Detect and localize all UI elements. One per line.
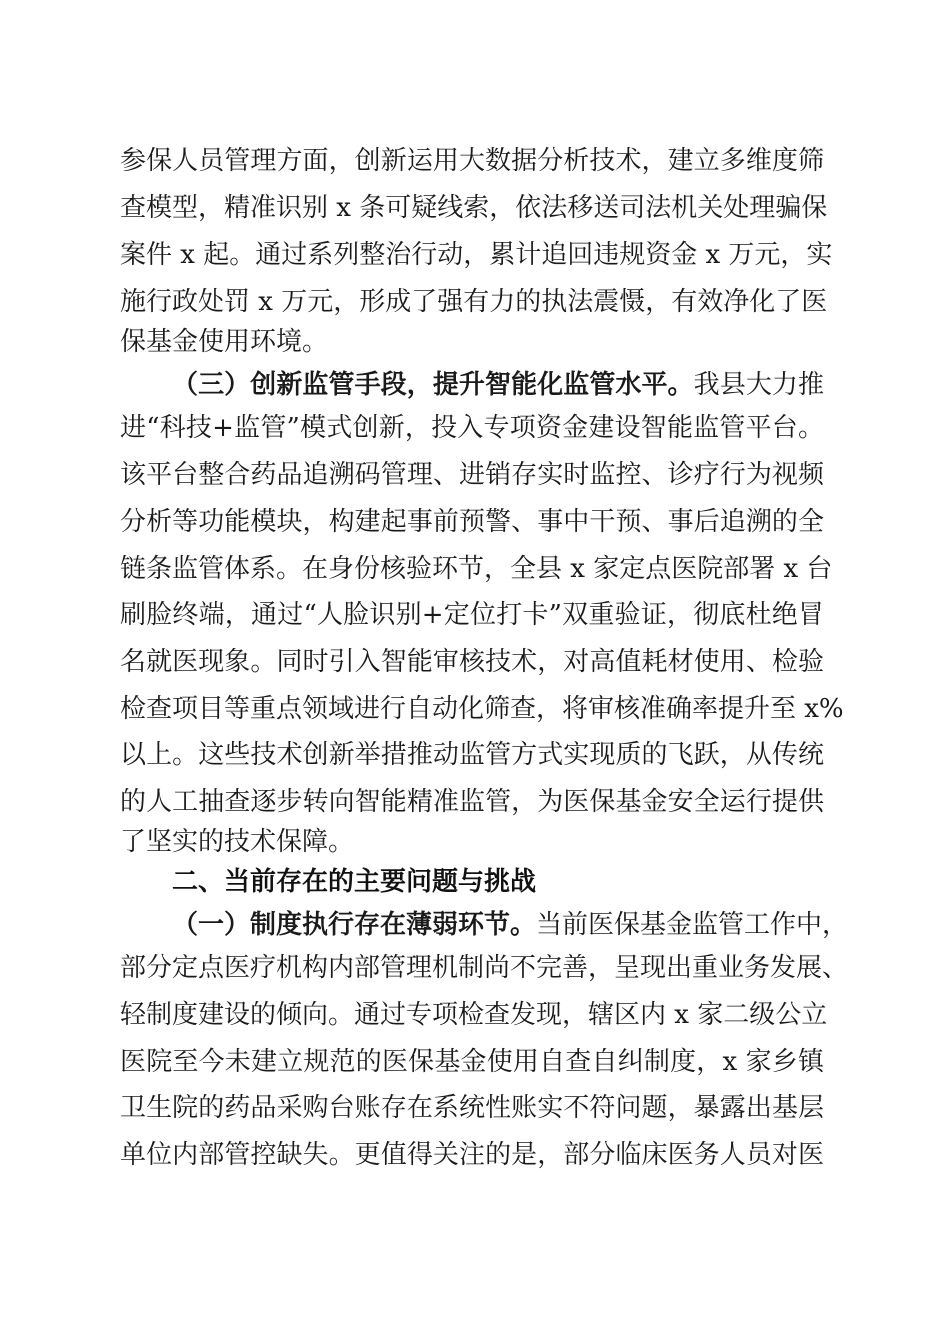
paragraph1-line-2: 查模型，精准识别 x 条可疑线索，依法移送司法机关处理骗保 bbox=[120, 193, 828, 223]
paragraph3-first-line bbox=[172, 910, 849, 940]
paragraph1-line-4: 施行政处罚 x 万元，形成了强有力的执法震慑，有效净化了医 bbox=[120, 287, 828, 317]
paragraph2-line-9: 以上。这些技术创新举措推动监管方式实现质的飞跃，从传统 bbox=[120, 740, 824, 770]
paragraph3-line-5: 卫生院的药品采购台账存在系统性账实不符问题，暴露出基层 bbox=[120, 1093, 824, 1123]
paragraph2-line-11: 了坚实的技术保障。 bbox=[120, 827, 355, 857]
paragraph3-line-2: 部分定点医疗机构内部管理机制尚不完善，呈现出重业务发展、 bbox=[120, 953, 849, 983]
paragraph2-lead-bold: （三）创新监管手段，提升智能化监管水平。 bbox=[172, 370, 694, 400]
paragraph3-line-4: 医院至今未建立规范的医保基金使用自查自纠制度，x 家乡镇 bbox=[120, 1047, 824, 1077]
paragraph2-line-2: 进“科技+监管”模式创新，投入专项资金建设智能监管平台。 bbox=[120, 413, 824, 443]
paragraph1-line-1: 参保人员管理方面，创新运用大数据分析技术，建立多维度筛 bbox=[120, 146, 824, 176]
section-heading: 二、当前存在的主要问题与挑战 bbox=[172, 867, 537, 897]
paragraph2-line-5: 链条监管体系。在身份核验环节，全县 x 家定点医院部署 x 台 bbox=[120, 554, 833, 584]
paragraph3-lead-bold: （一）制度执行存在薄弱环节。 bbox=[172, 910, 537, 940]
paragraph2-line-3: 该平台整合药品追溯码管理、进销存实时监控、诊疗行为视频 bbox=[120, 460, 824, 490]
paragraph2-line-4: 分析等功能模块，构建起事前预警、事中干预、事后追溯的全 bbox=[120, 507, 824, 537]
paragraph2-line-6: 刷脸终端，通过“人脸识别+定位打卡”双重验证，彻底杜绝冒 bbox=[120, 600, 824, 630]
paragraph1-line-5: 保基金使用环境。 bbox=[120, 327, 329, 357]
paragraph2-line-8: 检查项目等重点领域进行自动化筛查，将审核准确率提升至 x% bbox=[120, 694, 844, 724]
paragraph2-lead-rest: 我县大力推 bbox=[693, 370, 824, 400]
paragraph2-first-line bbox=[172, 370, 824, 400]
paragraph2-line-10: 的人工抽查逐步转向智能精准监管，为医保基金安全运行提供 bbox=[120, 787, 824, 817]
paragraph3-line-3: 轻制度建设的倾向。通过专项检查发现，辖区内 x 家二级公立 bbox=[120, 1000, 828, 1030]
paragraph2-line-7: 名就医现象。同时引入智能审核技术，对高值耗材使用、检验 bbox=[120, 647, 824, 677]
paragraph1-line-3: 案件 x 起。通过系列整治行动，累计追回违规资金 x 万元，实 bbox=[120, 240, 833, 270]
paragraph3-lead-rest: 当前医保基金监管工作中， bbox=[536, 910, 849, 940]
paragraph3-line-6: 单位内部管控缺失。更值得关注的是，部分临床医务人员对医 bbox=[120, 1140, 824, 1170]
